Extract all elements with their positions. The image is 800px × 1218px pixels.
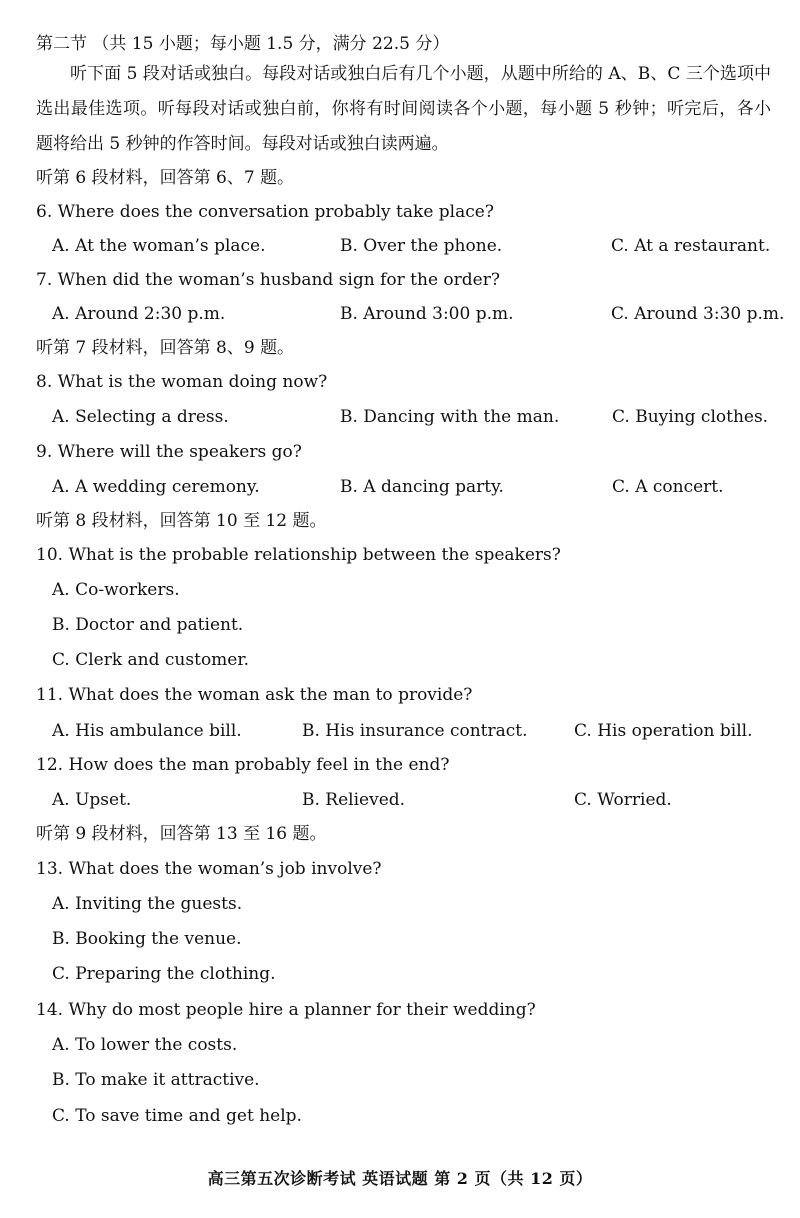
question-14-option-b: B. To make it attractive. [52,1070,260,1090]
question-stem-12: 12. How does the man probably feel in the end? [36,755,450,775]
group-heading-6: 听第 6 段材料，回答第 6、7 题。 [36,168,295,188]
question-14-option-a: A. To lower the costs. [52,1035,238,1055]
question-9-option-a: A. A wedding ceremony. [52,477,260,497]
question-10-option-b: B. Doctor and patient. [52,615,244,635]
question-13-option-a: A. Inviting the guests. [52,894,243,914]
question-stem-7: 7. When did the woman’s husband sign for the order? [36,270,500,290]
question-12-option-b: B. Relieved. [302,790,406,810]
question-12-option-a: A. Upset. [52,790,132,810]
question-9-option-b: B. A dancing party. [340,477,504,497]
section-title: 第二节 （共 15 小题；每小题 1.5 分，满分 22.5 分） [36,34,450,54]
question-stem-8: 8. What is the woman doing now? [36,372,328,392]
question-13-option-c: C. Preparing the clothing. [52,964,276,984]
question-6-option-a: A. At the woman’s place. [52,236,266,256]
question-stem-11: 11. What does the woman ask the man to provide? [36,685,473,705]
question-11-option-c: C. His operation bill. [574,721,753,741]
group-heading-7: 听第 7 段材料，回答第 8、9 题。 [36,338,295,358]
question-8-option-b: B. Dancing with the man. [340,407,560,427]
question-6-option-c: C. At a restaurant. [611,236,771,256]
question-stem-14: 14. Why do most people hire a planner for their wedding? [36,1000,536,1020]
question-14-option-c: C. To save time and get help. [52,1106,302,1126]
section-instructions: 听下面 5 段对话或独白。每段对话或独白后有几个小题，从题中所给的 A、B、C 三个选项中选出最佳选项。听每段对话或独白前，你将有时间阅读各个小题，每小题 5 秒钟；听完后，各小题将给出 5 秒钟的作答时间。每段对话或独白读两遍。 [36,64,771,154]
question-7-option-b: B. Around 3:00 p.m. [340,304,514,324]
question-6-option-b: B. Over the phone. [340,236,503,256]
question-8-option-a: A. Selecting a dress. [52,407,229,427]
question-stem-10: 10. What is the probable relationship between the speakers? [36,545,561,565]
page-footer: 高三第五次诊断考试 英语试题 第 2 页（共 12 页） [207,1169,593,1188]
question-13-option-b: B. Booking the venue. [52,929,242,949]
question-12-option-c: C. Worried. [574,790,672,810]
group-heading-9: 听第 9 段材料，回答第 13 至 16 题。 [36,824,327,844]
question-8-option-c: C. Buying clothes. [612,407,769,427]
question-stem-6: 6. Where does the conversation probably take place? [36,202,494,222]
question-11-option-a: A. His ambulance bill. [52,721,242,741]
question-stem-13: 13. What does the woman’s job involve? [36,859,382,879]
question-10-option-a: A. Co-workers. [52,580,180,600]
group-heading-8: 听第 8 段材料，回答第 10 至 12 题。 [36,511,327,531]
question-11-option-b: B. His insurance contract. [302,721,528,741]
question-7-option-a: A. Around 2:30 p.m. [52,304,226,324]
question-9-option-c: C. A concert. [612,477,724,497]
question-10-option-c: C. Clerk and customer. [52,650,250,670]
question-stem-9: 9. Where will the speakers go? [36,442,302,462]
question-7-option-c: C. Around 3:30 p.m. [611,304,785,324]
